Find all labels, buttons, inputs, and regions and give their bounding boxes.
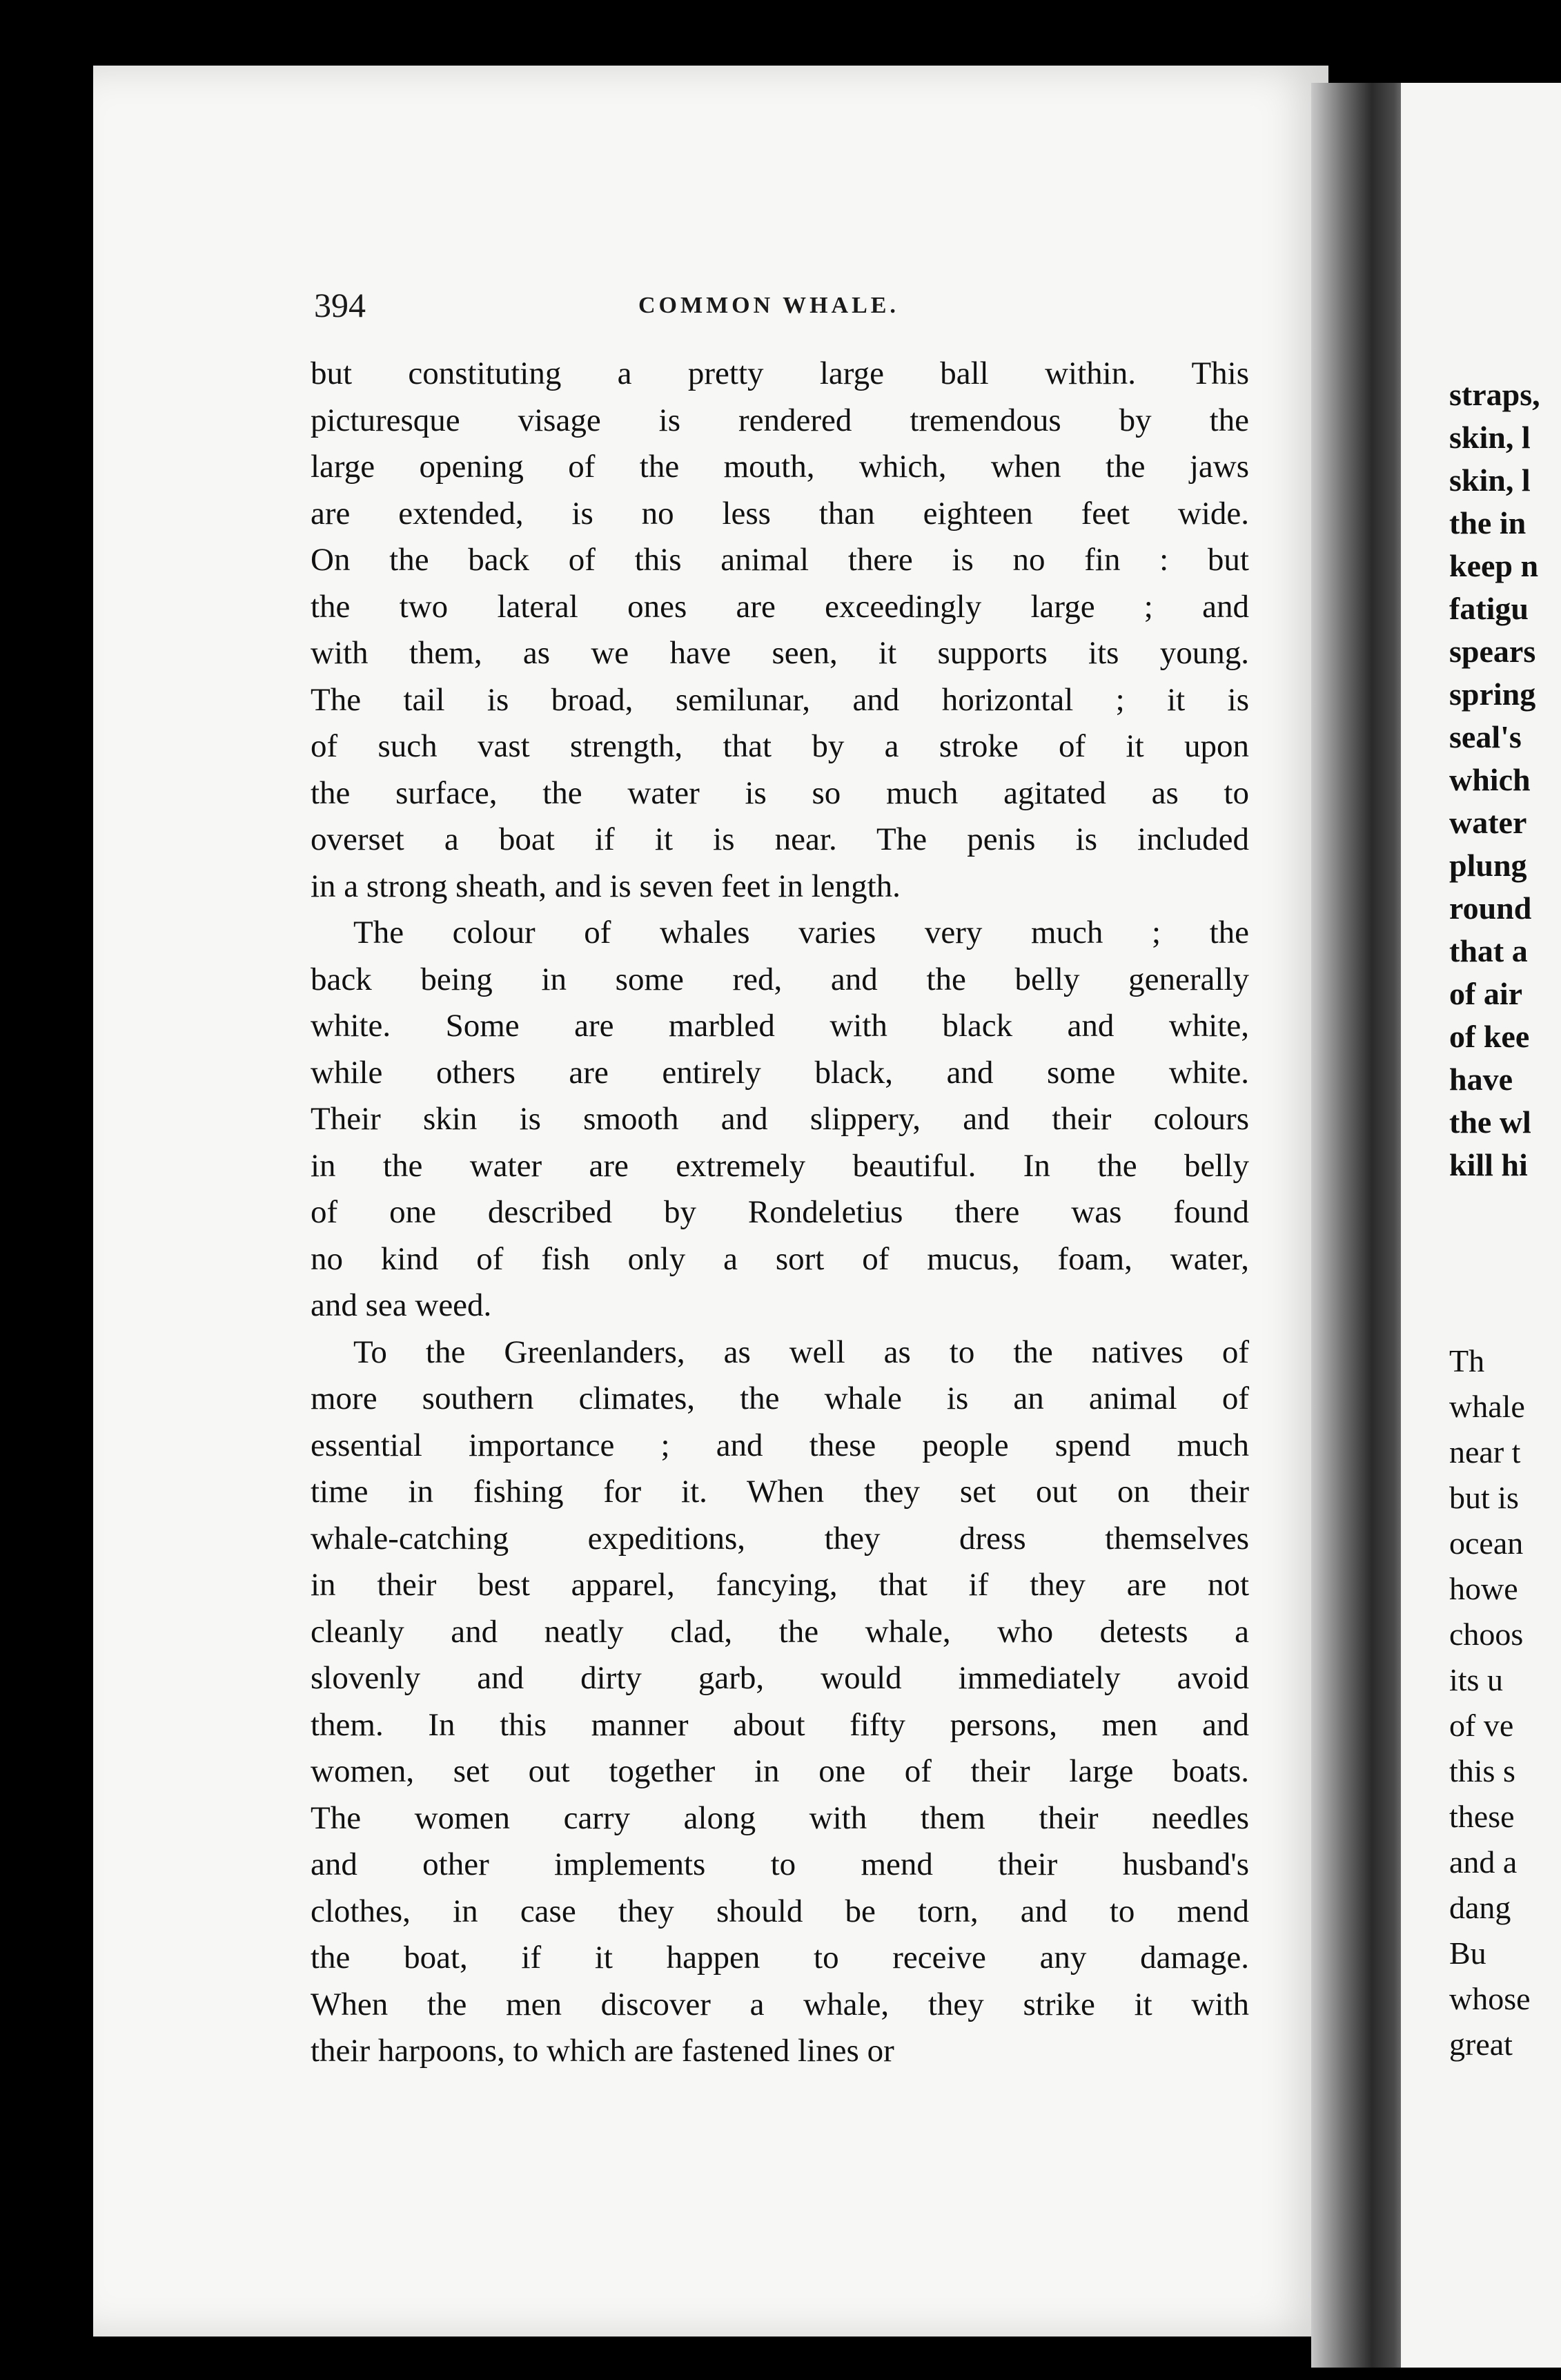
text-line: with them, as we have seen, it supports its young. — [311, 635, 1249, 671]
facing-page-line: Bu — [1449, 1935, 1486, 1971]
facing-page-line: these — [1449, 1799, 1515, 1834]
facing-page-upper-text — [1449, 373, 1540, 1186]
text-line: the boat, if it happen to receive any damage. — [311, 1940, 1249, 1976]
text-line: Their skin is smooth and slippery, and their colours — [311, 1101, 1249, 1137]
facing-page-line: and a — [1449, 1844, 1518, 1880]
text-line: time in fishing for it. When they set out on their — [311, 1474, 1249, 1510]
facing-page-line: of air — [1449, 976, 1523, 1011]
text-line: more southern climates, the whale is an animal of — [311, 1381, 1249, 1416]
text-line: women, set out together in one of their large boats. — [311, 1753, 1249, 1789]
facing-page-line: of ve — [1449, 1708, 1514, 1743]
facing-page-line: round — [1449, 890, 1532, 926]
text-line: are extended, is no less than eighteen feet wide. — [311, 495, 1249, 531]
text-line: in the water are extremely beautiful. In the belly — [311, 1147, 1249, 1184]
text-line: To the Greenlanders, as well as to the natives of — [353, 1334, 1249, 1370]
facing-page-line: howe — [1449, 1571, 1518, 1606]
text-line: The women carry along with them their needles — [311, 1799, 1249, 1836]
facing-page-line: fatigu — [1449, 591, 1529, 626]
text-line: back being in some red, and the belly generally — [311, 961, 1249, 997]
text-line: essential importance ; and these people spend much — [311, 1427, 1249, 1463]
running-head — [314, 284, 1266, 326]
text-line: them. In this manner about fifty persons, men and — [311, 1706, 1249, 1743]
text-line: their harpoons, to which are fastened lines or — [311, 2033, 894, 2069]
facing-page-line: near t — [1449, 1434, 1521, 1470]
facing-page — [1401, 83, 1561, 2368]
facing-page-line: spring — [1449, 676, 1536, 712]
facing-page-line: have — [1449, 1062, 1513, 1097]
facing-page-line: choos — [1449, 1617, 1524, 1652]
facing-page-line: dang — [1449, 1890, 1511, 1925]
text-line: no kind of fish only a sort of mucus, foam, water, — [311, 1240, 1249, 1277]
text-line: the surface, the water is so much agitated as to — [311, 774, 1249, 811]
facing-page-line: whale — [1449, 1389, 1525, 1424]
facing-page-line: seal's — [1449, 719, 1522, 754]
text-line: and other implements to mend their husband's — [311, 1846, 1249, 1882]
facing-page-lower-text — [1449, 1339, 1531, 2068]
facing-page-line: that a — [1449, 933, 1528, 968]
facing-page-line: skin, l — [1449, 462, 1531, 498]
text-line: clothes, in case they should be torn, and to mend — [311, 1893, 1249, 1929]
facing-page-line: kill hi — [1449, 1147, 1528, 1182]
text-line: When the men discover a whale, they strike it with — [311, 1986, 1249, 2022]
running-title: COMMON WHALE. — [638, 293, 899, 318]
page-number: 394 — [314, 286, 366, 324]
facing-page-line: whose — [1449, 1981, 1531, 2016]
text-line: of one described by Rondeletius there was found — [311, 1194, 1249, 1230]
text-line: The colour of whales varies very much ; the — [353, 915, 1249, 950]
text-line: the two lateral ones are exceedingly large ; and — [311, 588, 1249, 625]
text-line: overset a boat if it is near. The penis is included — [311, 821, 1249, 857]
text-line: slovenly and dirty garb, would immediately avoid — [311, 1660, 1249, 1696]
text-line: whale-catching expeditions, they dress themselves — [311, 1520, 1249, 1557]
facing-page-line: which — [1449, 762, 1531, 797]
text-line: in a strong sheath, and is seven feet in length. — [311, 868, 901, 904]
text-line: cleanly and neatly clad, the whale, who detests a — [311, 1613, 1249, 1650]
text-line: large opening of the mouth, which, when the jaws — [311, 449, 1249, 485]
facing-page-line: the in — [1449, 505, 1526, 540]
text-line: while others are entirely black, and some white. — [311, 1054, 1249, 1091]
facing-page-line: straps, — [1449, 377, 1540, 412]
facing-page-line: its u — [1449, 1662, 1503, 1697]
text-line: white. Some are marbled with black and white, — [311, 1008, 1249, 1044]
facing-page-line: skin, l — [1449, 420, 1531, 455]
text-line: but constituting a pretty large ball within. This — [311, 355, 1249, 391]
facing-page-line: spears — [1449, 634, 1536, 669]
facing-page-line: ocean — [1449, 1525, 1524, 1561]
body-text — [311, 351, 1249, 2075]
facing-page-line: the wl — [1449, 1104, 1531, 1140]
facing-page-line: keep n — [1449, 548, 1539, 583]
text-line: of such vast strength, that by a stroke of it upon — [311, 728, 1249, 764]
text-line: picturesque visage is rendered tremendous by the — [311, 402, 1249, 438]
facing-page-line: water — [1449, 805, 1527, 840]
facing-page-line: Th — [1449, 1343, 1485, 1378]
text-line: in their best apparel, fancying, that if they are not — [311, 1567, 1249, 1603]
text-line: The tail is broad, semilunar, and horizontal ; it is — [311, 681, 1249, 718]
facing-page-line: plung — [1449, 848, 1527, 883]
facing-page-line: great — [1449, 2027, 1513, 2062]
text-line: On the back of this animal there is no fin : but — [311, 542, 1249, 578]
text-line: and sea weed. — [311, 1287, 492, 1323]
facing-page-line: of kee — [1449, 1019, 1530, 1054]
facing-page-line: but is — [1449, 1480, 1519, 1515]
facing-page-line: this s — [1449, 1753, 1515, 1788]
